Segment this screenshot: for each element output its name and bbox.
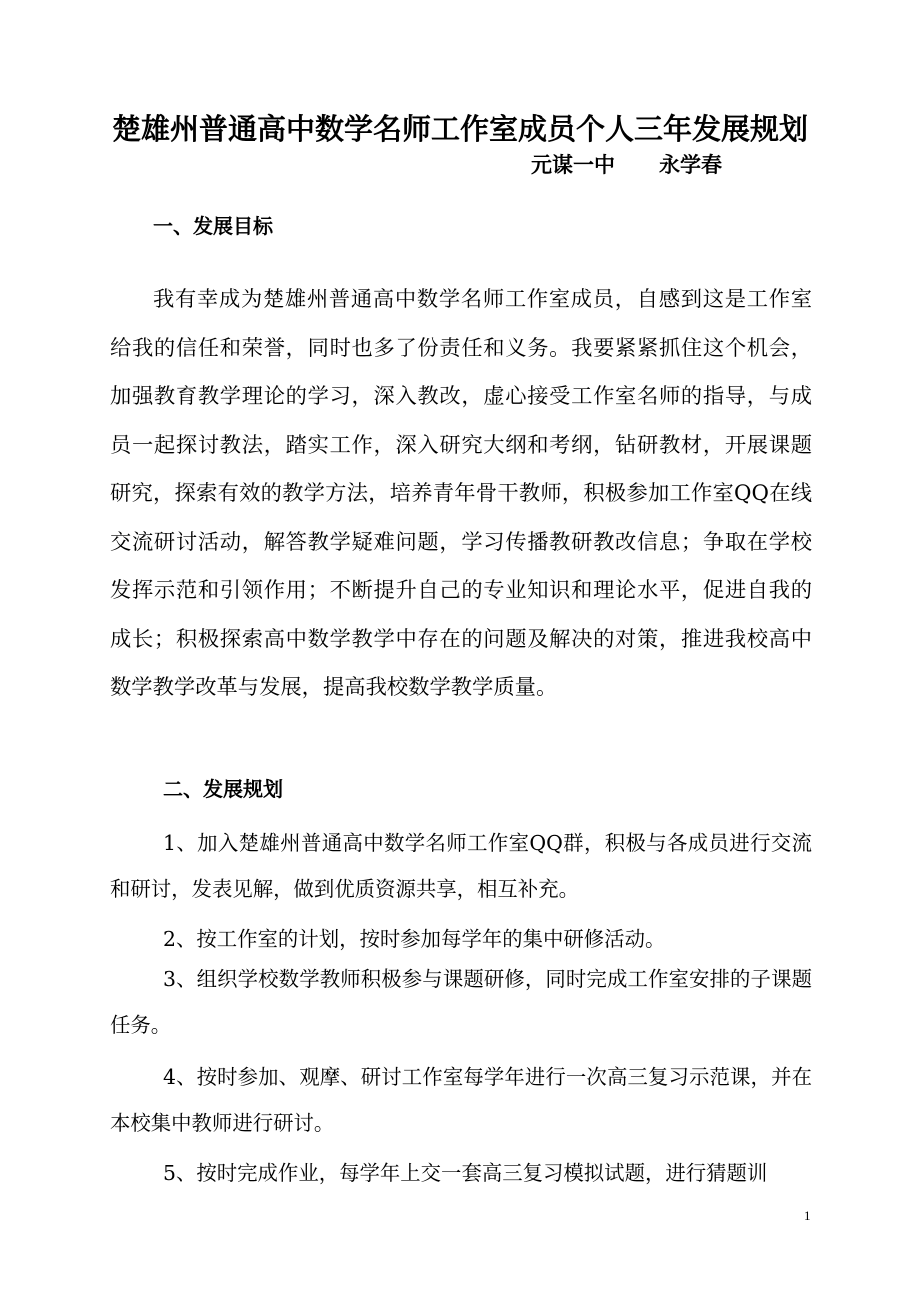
page-number: 1 bbox=[804, 1208, 811, 1223]
goals-paragraph: 我有幸成为楚雄州普通高中数学名师工作室成员，自感到这是工作室给我的信任和荣誉，同时也多了份责任和义务。我要紧紧抓住这个机会，加强教育教学理论的学习，深入教改，虚心接受工作室名师的指导，与成员一起探讨教法，踏实工作，深入研究大纲和考纲，钻研教材，开展课题研究，探索有效的教学方法，培养青年骨干教师，积极参加工作室QQ在线交流研讨活动，解答教学疑难问题，学习传播教研教改信息；争取在学校发挥示范和引领作用；不断提升自己的专业知识和理论水平，促进自我的成长；积极探索高中数学教学中存在的问题及解决的对策，推进我校高中数学教学改革与发展，提高我校数学教学质量。 bbox=[110, 287, 812, 700]
page-title: 楚雄州普通高中数学名师工作室成员个人三年发展规划 bbox=[111, 112, 808, 146]
section-heading-plan: 二、发展规划 bbox=[163, 777, 283, 801]
plan-item-1: 1、加入楚雄州普通高中数学名师工作室QQ群，积极与各成员进行交流和研讨，发表见解，做到优质资源共享，相互补充。 bbox=[110, 831, 812, 901]
school-name: 元谋一中 bbox=[531, 153, 615, 177]
author-line bbox=[531, 148, 722, 182]
plan-item-5: 5、按时完成作业，每学年上交一套高三复习模拟试题，进行猜题训 bbox=[163, 1161, 768, 1185]
plan-item-2: 2、按工作室的计划，按时参加每学年的集中研修活动。 bbox=[163, 927, 666, 951]
section-heading-goals: 一、发展目标 bbox=[153, 214, 273, 238]
plan-item-4: 4、按时参加、观摩、研讨工作室每学年进行一次高三复习示范课，并在本校集中教师进行研讨。 bbox=[110, 1065, 812, 1135]
plan-item-3: 3、组织学校数学教师积极参与课题研修，同时完成工作室安排的子课题任务。 bbox=[110, 967, 812, 1037]
author-name: 永学春 bbox=[659, 153, 722, 177]
